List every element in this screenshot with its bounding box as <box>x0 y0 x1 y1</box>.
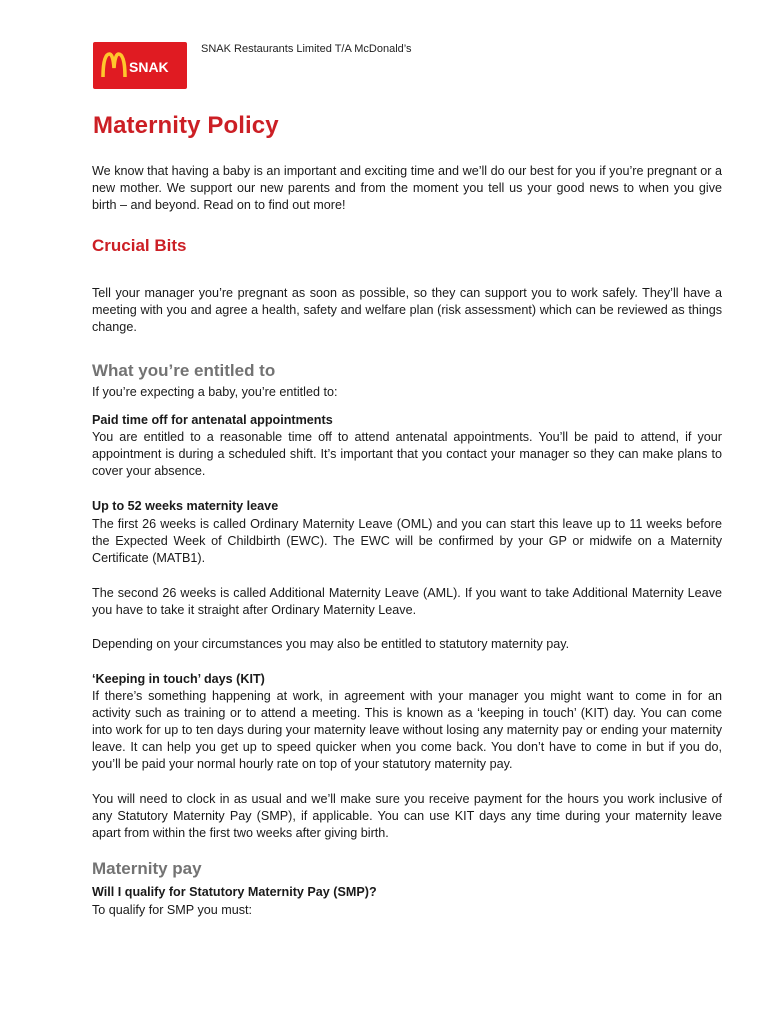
oml-paragraph: The first 26 weeks is called Ordinary Maternity Leave (OML) and you can start this leave up to 11 weeks before the Expected Week of Childbirth (EWC). The EWC will be confirmed by your GP or midwife on a Maternity Certificate (MATB1). <box>92 517 722 565</box>
kit-subheading: ‘Keeping in touch’ days (KIT) <box>92 672 265 686</box>
maternity-pay-heading: Maternity pay <box>92 859 202 878</box>
smp-intro: To qualify for SMP you must: <box>92 903 253 917</box>
statutory-pay-paragraph: Depending on your circumstances you may also be entitled to statutory maternity pay. <box>92 637 570 651</box>
smp-question: Will I qualify for Statutory Maternity Pay (SMP)? <box>92 885 377 899</box>
kit-clock-in-paragraph: You will need to clock in as usual and we’ll make sure you receive payment for the hours you work inclusive of any Statutory Maternity Pay (SMP), if applicable. You can use KIT days any time during your maternity leave apart from within the first two weeks after giving birth. <box>92 792 722 840</box>
entitled-intro: If you’re expecting a baby, you’re entitled to: <box>92 385 338 399</box>
antenatal-subheading: Paid time off for antenatal appointments <box>92 413 333 427</box>
kit-paragraph: If there’s something happening at work, in agreement with your manager you might want to come in for an activity such as training or to attend a meeting. This is known as a ‘keeping in touch’ (KIT) day. You can come into work for up to ten days during your maternity leave without losing any maternity pay or ending your maternity leave. It can help you get up to speed quicker when you come back. You don’t have to come in but if you do, you’ll be paid your normal hourly rate on top of your statutory maternity pay. <box>92 689 722 771</box>
mcdonalds-snak-logo <box>93 42 187 89</box>
intro-paragraph: We know that having a baby is an important and exciting time and we’ll do our best for you if you’re pregnant or a new mother. We support our new parents and from the moment you tell us your good news to when you give birth – and beyond. Read on to find out more! <box>92 164 722 212</box>
entitled-heading: What you’re entitled to <box>92 361 276 380</box>
company-name: SNAK Restaurants Limited T/A McDonald’s <box>201 43 412 55</box>
crucial-bits-paragraph: Tell your manager you’re pregnant as soon as possible, so they can support you to work safely. They’ll have a meeting with you and agree a health, safety and welfare plan (risk assessment) which can be reviewed as things change. <box>92 286 722 334</box>
maternity-leave-subheading: Up to 52 weeks maternity leave <box>92 499 279 513</box>
page-title: Maternity Policy <box>93 112 279 139</box>
logo-text: SNAK <box>129 58 169 75</box>
aml-paragraph: The second 26 weeks is called Additional Maternity Leave (AML). If you want to take Additional Maternity Leave you have to take it straight after Ordinary Maternity Leave. <box>92 586 722 617</box>
crucial-bits-heading: Crucial Bits <box>92 236 187 255</box>
golden-arches-icon <box>100 51 180 81</box>
antenatal-paragraph: You are entitled to a reasonable time off to attend antenatal appointments. You’ll be paid to attend, if your appointment is during a scheduled shift. It’s important that you contact your manager so they can make plans to cover your absence. <box>92 430 722 478</box>
